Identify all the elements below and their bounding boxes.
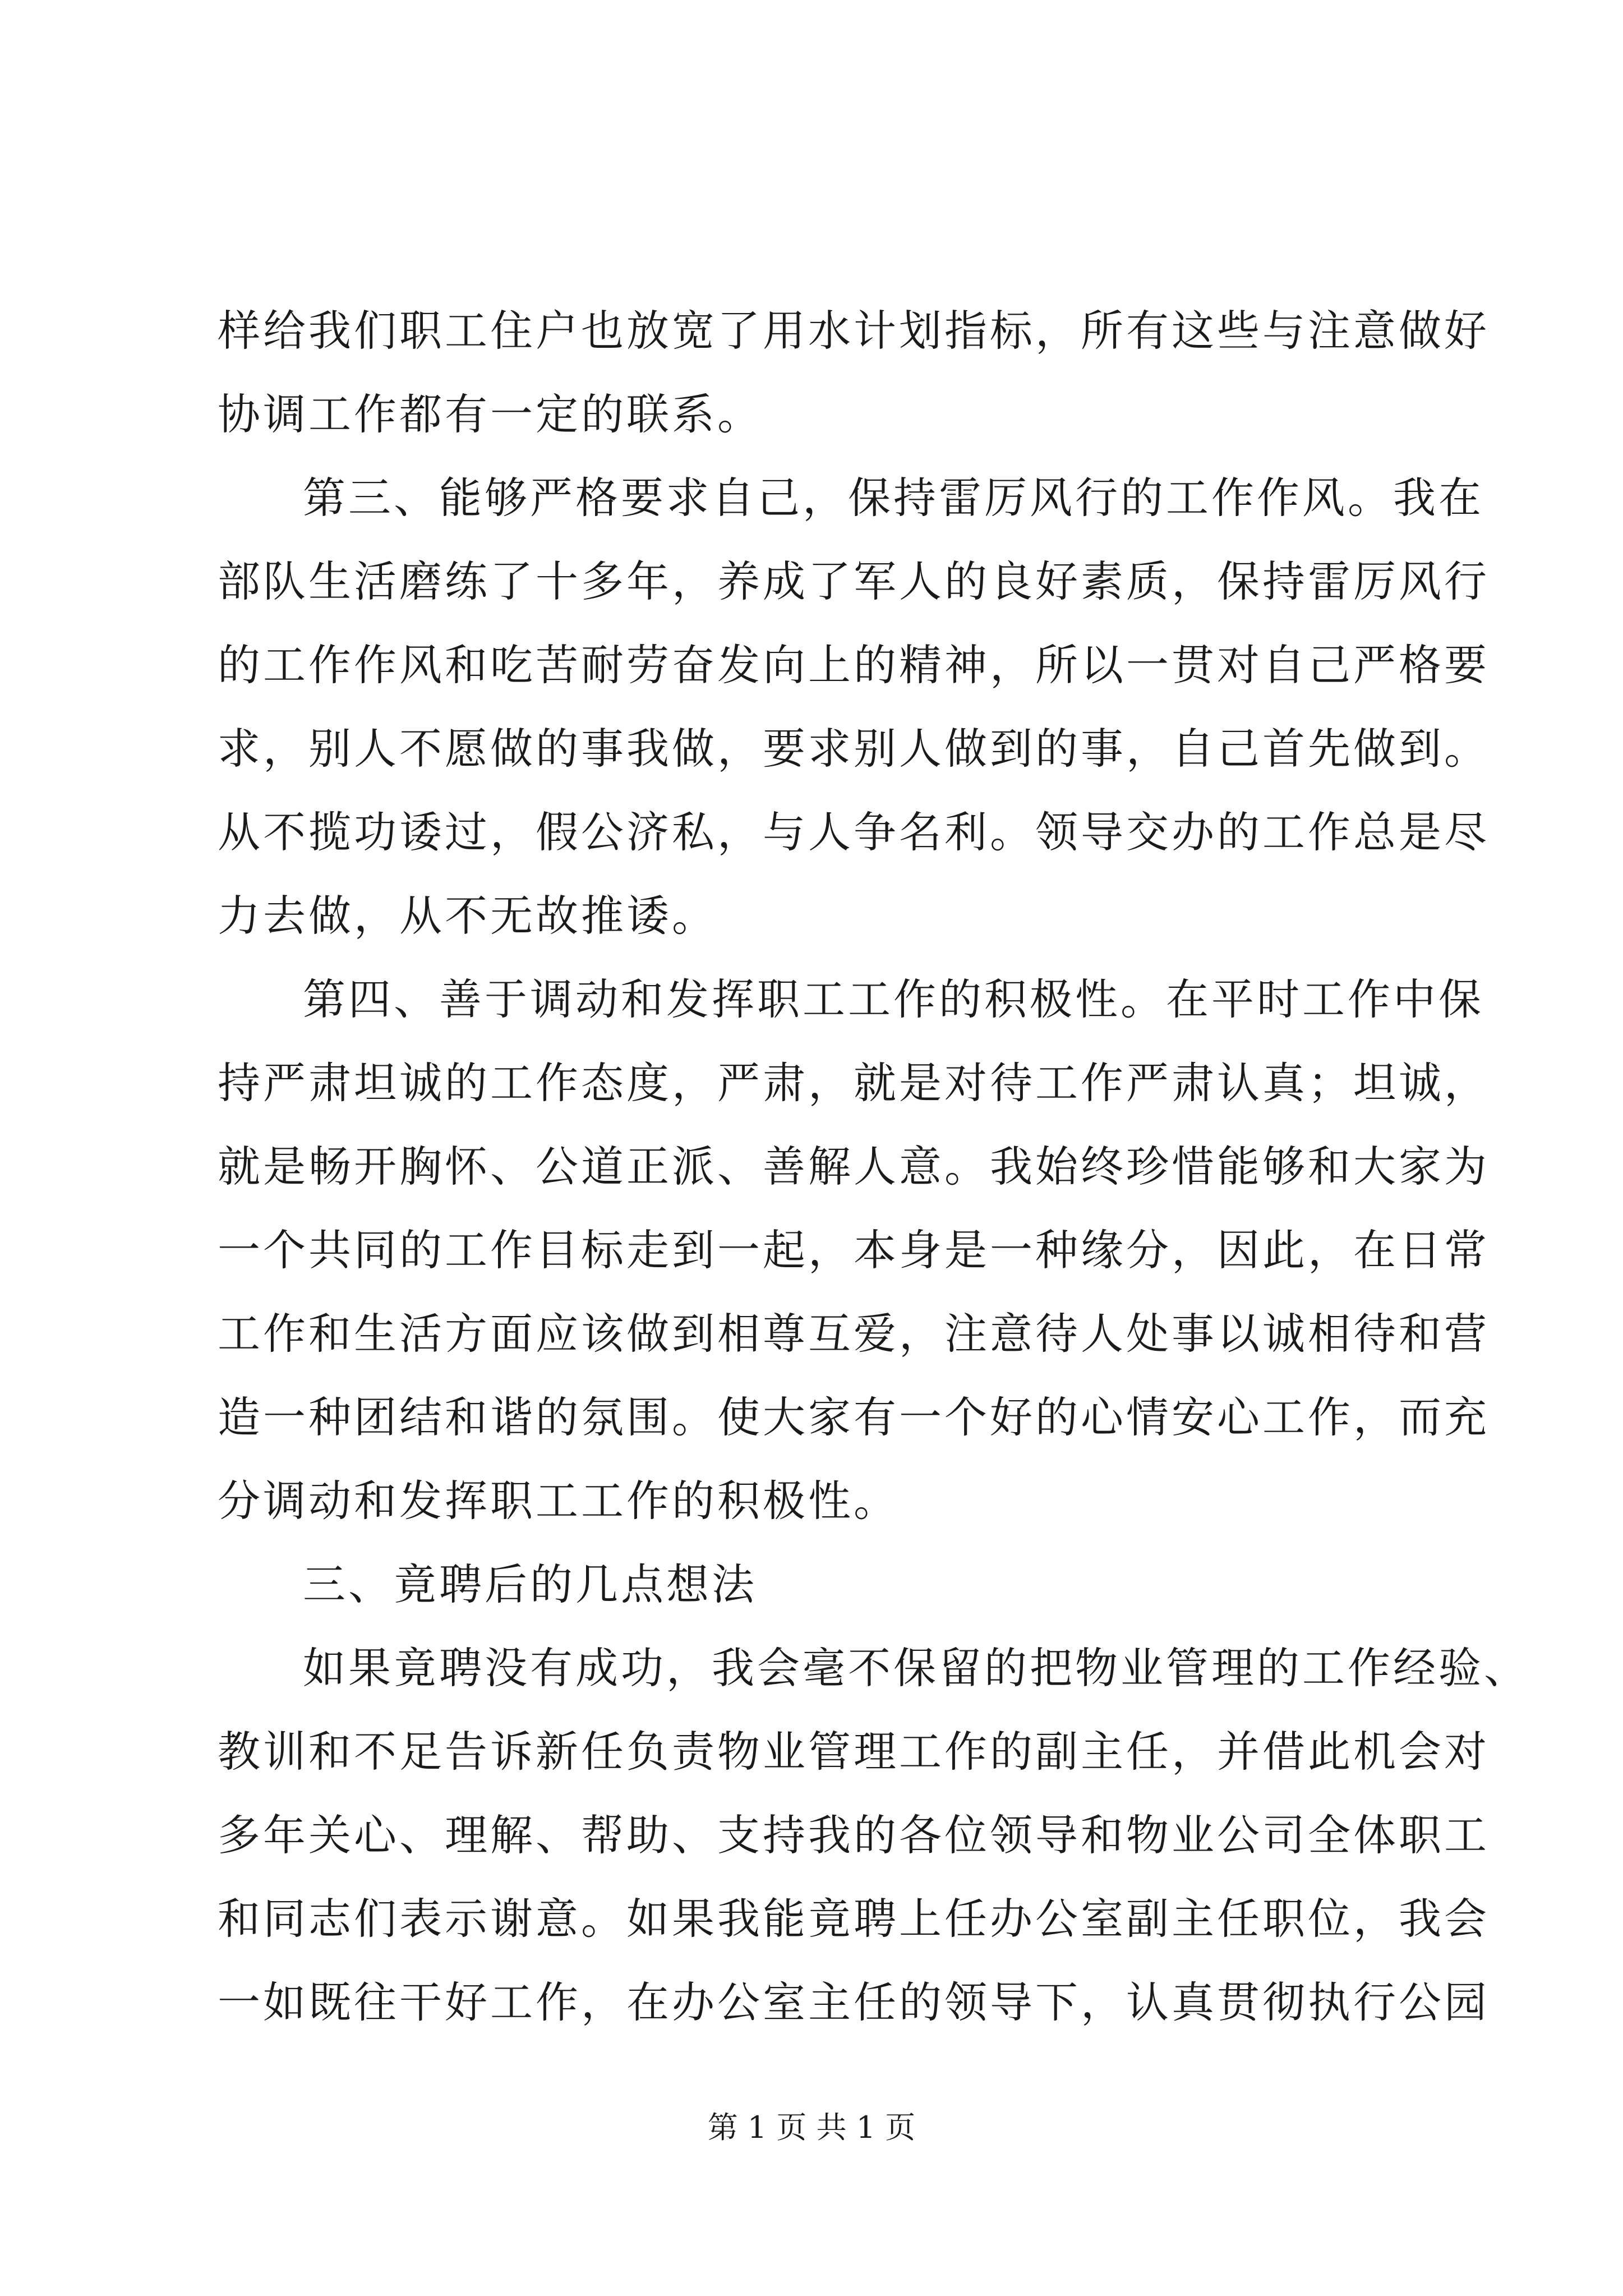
text-line: 分调动和发挥职工工作的积极性。 [218, 1476, 899, 1526]
text-line: 就是畅开胸怀、公道正派、善解人意。我始终珍惜能够和大家为 [218, 1142, 1490, 1191]
text-line: 部队生活磨练了十多年，养成了军人的良好素质，保持雷厉风行 [218, 556, 1490, 606]
section-heading: 三、竟聘后的几点想法 [303, 1559, 757, 1609]
paragraph-start-line: 如果竟聘没有成功，我会毫不保留的把物业管理的工作经验、 [303, 1643, 1529, 1693]
text-line: 求，别人不愿做的事我做，要求别人做到的事，自己首先做到。 [218, 724, 1490, 774]
paragraph-start-line: 第三、能够严格要求自己，保持雷厉风行的工作作风。我在 [303, 473, 1484, 523]
text-line: 样给我们职工住户也放宽了用水计划指标，所有这些与注意做好 [218, 306, 1490, 356]
text-line: 从不揽功诿过，假公济私，与人争名利。领导交办的工作总是尽 [218, 807, 1490, 857]
text-line: 一个共同的工作目标走到一起，本身是一种缘分，因此，在日常 [218, 1225, 1490, 1275]
text-line: 一如既往干好工作，在办公室主任的领导下，认真贯彻执行公园 [218, 1977, 1490, 2027]
text-line: 工作和生活方面应该做到相尊互爱，注意待人处事以诚相待和营 [218, 1309, 1490, 1359]
text-line: 协调工作都有一定的联系。 [218, 389, 763, 439]
text-line: 和同志们表示谢意。如果我能竟聘上任办公室副主任职位，我会 [218, 1894, 1490, 1944]
text-line: 持严肃坦诚的工作态度，严肃，就是对待工作严肃认真；坦诚， [218, 1058, 1490, 1108]
page-footer: 第 1 页 共 1 页 [707, 2110, 916, 2145]
text-line: 造一种团结和谐的氛围。使大家有一个好的心情安心工作，而充 [218, 1392, 1490, 1442]
paragraph-start-line: 第四、善于调动和发挥职工工作的积极性。在平时工作中保 [303, 974, 1484, 1024]
text-line: 的工作作风和吃苦耐劳奋发向上的精神，所以一贯对自己严格要 [218, 640, 1490, 690]
text-line: 教训和不足告诉新任负责物业管理工作的副主任，并借此机会对 [218, 1727, 1490, 1777]
text-line: 多年关心、理解、帮助、支持我的各位领导和物业公司全体职工 [218, 1810, 1490, 1860]
text-line: 力去做，从不无故推诿。 [218, 891, 717, 941]
